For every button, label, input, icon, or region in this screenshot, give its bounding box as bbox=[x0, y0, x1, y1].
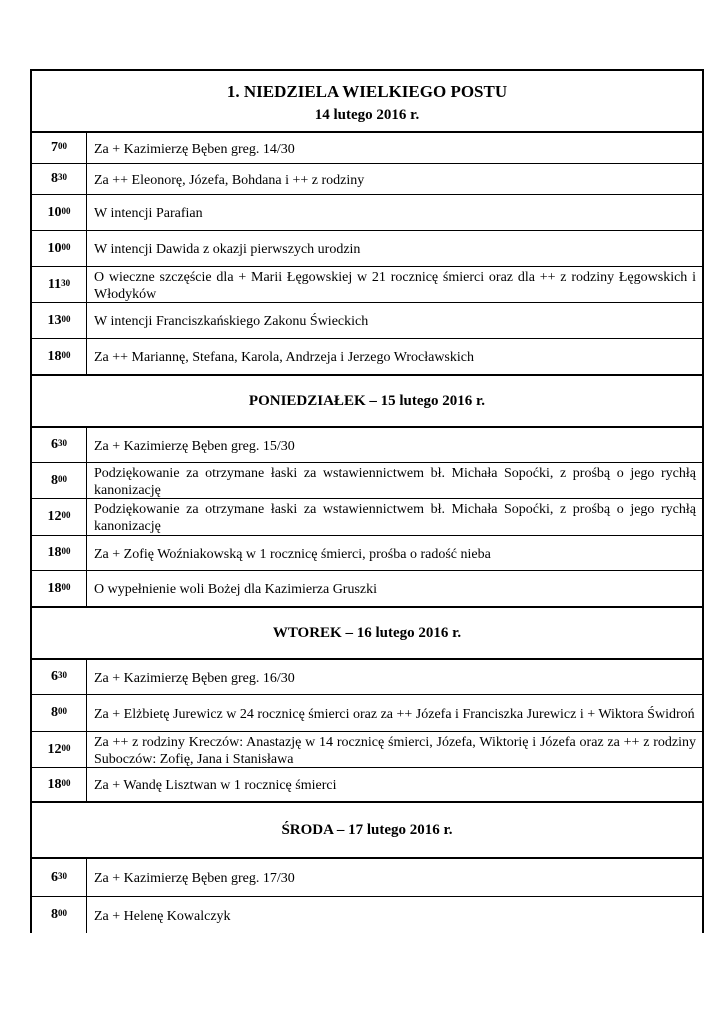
mass-intention: O wypełnienie woli Bożej dla Kazimierza Gruszki bbox=[94, 582, 378, 597]
mass-row bbox=[32, 428, 702, 463]
mass-time: 12 $^{00}$ bbox=[32, 732, 87, 767]
mass-time: 18 $^{00}$ bbox=[32, 536, 87, 570]
mass-intention: Za + Helenę Kowalczyk bbox=[94, 908, 231, 924]
mass-intention: Podziękowanie za otrzymane łaski za wstawiennictwem bł. Michała Sopoćki, z prośbą o jego rychłą kanonizację bbox=[94, 502, 696, 534]
mass-time: 12 $^{00}$ bbox=[32, 499, 87, 535]
mass-intention: W intencji Parafian bbox=[94, 206, 203, 221]
mass-row bbox=[32, 660, 702, 695]
mass-row bbox=[32, 164, 702, 195]
section-header bbox=[32, 71, 702, 133]
mass-row bbox=[32, 768, 702, 803]
mass-time: 13 $^{00}$ bbox=[32, 303, 87, 338]
mass-intention: Za ++ Eleonorę, Józefa, Bohdana i ++ z rodziny bbox=[94, 172, 365, 188]
mass-time: 18 $^{00}$ bbox=[32, 768, 87, 801]
intentions-table bbox=[30, 69, 704, 933]
mass-time: 8 $^{00}$ bbox=[32, 897, 87, 933]
section-title: ŚRODA – 17 lutego 2016 r. bbox=[281, 821, 453, 838]
mass-time: 7 $^{00}$ bbox=[32, 133, 87, 163]
mass-row bbox=[32, 303, 702, 339]
mass-intention: Za + Zofię Woźniakowską w 1 rocznicę śmierci, prośba o radość nieba bbox=[94, 546, 491, 562]
section-header bbox=[32, 608, 702, 660]
section-title: 1. NIEDZIELA WIELKIEGO POSTU bbox=[226, 82, 508, 101]
mass-row bbox=[32, 339, 702, 376]
mass-row bbox=[32, 463, 702, 499]
mass-row bbox=[32, 859, 702, 897]
section-header bbox=[32, 376, 702, 428]
mass-row bbox=[32, 732, 702, 768]
mass-intention: Za + Kazimierzę Bęben greg. 16/30 bbox=[94, 670, 295, 686]
mass-time: 11 $^{30}$ bbox=[32, 267, 87, 302]
mass-intention: Za + Elżbietę Jurewicz w 24 rocznicę śmierci oraz za ++ Józefa i Franciszka Jurewicz i + Wiktora Świdroń bbox=[94, 706, 695, 722]
mass-intention: Za + Kazimierzę Bęben greg. 14/30 bbox=[94, 141, 295, 157]
mass-time: 10 $^{00}$ bbox=[32, 231, 87, 266]
mass-intention: Za + Kazimierzę Bęben greg. 15/30 bbox=[94, 438, 295, 454]
mass-row bbox=[32, 231, 702, 267]
mass-intention: W intencji Franciszkańskiego Zakonu Świeckich bbox=[94, 314, 369, 329]
mass-time: 6 $^{30}$ bbox=[32, 428, 87, 462]
mass-time: 18 $^{00}$ bbox=[32, 339, 87, 374]
mass-intention: Za + Kazimierzę Bęben greg. 17/30 bbox=[94, 871, 295, 886]
mass-row bbox=[32, 195, 702, 231]
mass-intention: O wieczne szczęście dla + Marii Łęgowskiej w 21 rocznicę śmierci oraz dla ++ z rodziny Łęgowskich i Włodyków bbox=[94, 269, 696, 302]
mass-time: 8 $^{00}$ bbox=[32, 463, 87, 498]
mass-time: 6 $^{30}$ bbox=[32, 660, 87, 694]
mass-intention: Za ++ Mariannę, Stefana, Karola, Andrzeja i Jerzego Wrocławskich bbox=[94, 350, 474, 365]
mass-row bbox=[32, 571, 702, 608]
mass-row bbox=[32, 695, 702, 732]
mass-intention: Za ++ z rodziny Kreczów: Anastazję w 14 rocznicę śmierci, Józefa, Wiktorię i Józefa oraz za ++ z rodziny Suboczów: Zofię, Jana i Stanisława bbox=[94, 734, 696, 767]
mass-time: 8 $^{00}$ bbox=[32, 695, 87, 731]
mass-time: 8 $^{30}$ bbox=[32, 164, 87, 194]
mass-intention: Podziękowanie za otrzymane łaski za wstawiennictwem bł. Michała Sopoćki, z prośbą o jego rychłą kanonizację bbox=[94, 465, 696, 498]
section-date: 14 lutego 2016 r. bbox=[314, 107, 420, 123]
section-title: PONIEDZIAŁEK – 15 lutego 2016 r. bbox=[248, 392, 486, 409]
mass-time: 18 $^{00}$ bbox=[32, 571, 87, 606]
mass-intention: W intencji Dawida z okazji pierwszych urodzin bbox=[94, 242, 361, 257]
section-header bbox=[32, 803, 702, 859]
mass-intention: Za + Wandę Lisztwan w 1 rocznicę śmierci bbox=[94, 778, 337, 793]
mass-row bbox=[32, 133, 702, 164]
mass-row bbox=[32, 499, 702, 536]
mass-row bbox=[32, 267, 702, 303]
mass-time: 10 $^{00}$ bbox=[32, 195, 87, 230]
mass-row bbox=[32, 897, 702, 933]
mass-row bbox=[32, 536, 702, 571]
section-title: WTOREK – 16 lutego 2016 r. bbox=[272, 624, 462, 641]
mass-time: 6 $^{30}$ bbox=[32, 859, 87, 896]
